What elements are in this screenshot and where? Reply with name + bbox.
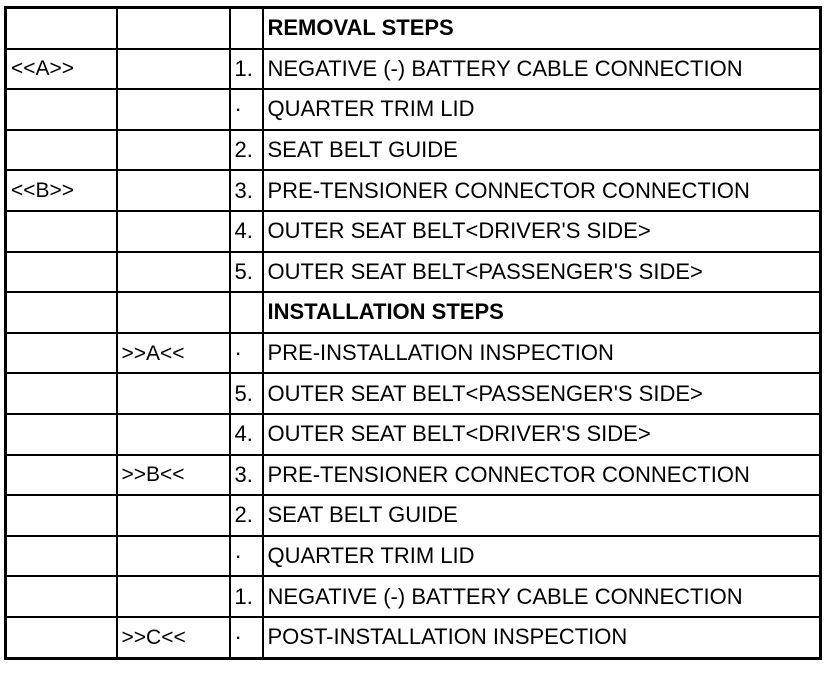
- step-number-cell: 1.: [230, 49, 263, 90]
- removal-ref-cell: [6, 414, 117, 455]
- table-row: [6, 49, 821, 90]
- section-header-row: [6, 292, 821, 333]
- step-number-cell: [230, 292, 263, 333]
- removal-ref-cell: <<A>>: [6, 49, 117, 90]
- step-name-cell: OUTER SEAT BELT<DRIVER'S SIDE>: [263, 414, 821, 455]
- step-number-cell: 5.: [230, 252, 263, 293]
- step-number-cell: 3.: [230, 170, 263, 211]
- installation-ref-cell: >>B<<: [117, 455, 230, 496]
- installation-ref-cell: [117, 576, 230, 617]
- step-name-cell: OUTER SEAT BELT<DRIVER'S SIDE>: [263, 211, 821, 252]
- installation-ref-cell: [117, 495, 230, 536]
- step-number-cell: 2.: [230, 130, 263, 171]
- table-row: [6, 211, 821, 252]
- step-name-cell: OUTER SEAT BELT<PASSENGER'S SIDE>: [263, 373, 821, 414]
- step-number-cell: 1.: [230, 576, 263, 617]
- step-name-cell: NEGATIVE (-) BATTERY CABLE CONNECTION: [263, 576, 821, 617]
- removal-ref-cell: [6, 211, 117, 252]
- installation-ref-cell: [117, 292, 230, 333]
- steps-table-body: [6, 8, 821, 659]
- table-row: [6, 495, 821, 536]
- installation-ref-cell: [117, 373, 230, 414]
- step-name-cell: SEAT BELT GUIDE: [263, 130, 821, 171]
- table-row: [6, 252, 821, 293]
- installation-ref-cell: [117, 170, 230, 211]
- installation-ref-cell: >>A<<: [117, 333, 230, 374]
- table-row: [6, 414, 821, 455]
- table-row: [6, 170, 821, 211]
- table-row: [6, 576, 821, 617]
- step-name-cell: QUARTER TRIM LID: [263, 536, 821, 577]
- table-row: [6, 89, 821, 130]
- step-name-cell: OUTER SEAT BELT<PASSENGER'S SIDE>: [263, 252, 821, 293]
- step-number-cell: ·: [230, 333, 263, 374]
- step-name-cell: PRE-TENSIONER CONNECTOR CONNECTION: [263, 455, 821, 496]
- step-number-cell: [230, 8, 263, 49]
- installation-ref-cell: [117, 414, 230, 455]
- removal-ref-cell: [6, 252, 117, 293]
- table-row: [6, 130, 821, 171]
- step-number-cell: ·: [230, 536, 263, 577]
- removal-ref-cell: [6, 130, 117, 171]
- table-row: [6, 617, 821, 658]
- installation-ref-cell: [117, 89, 230, 130]
- section-title: REMOVAL STEPS: [263, 8, 821, 49]
- table-row: [6, 455, 821, 496]
- removal-ref-cell: [6, 536, 117, 577]
- installation-ref-cell: [117, 130, 230, 171]
- table-row: [6, 373, 821, 414]
- table-row: [6, 333, 821, 374]
- step-name-cell: PRE-INSTALLATION INSPECTION: [263, 333, 821, 374]
- removal-ref-cell: [6, 373, 117, 414]
- step-name-cell: POST-INSTALLATION INSPECTION: [263, 617, 821, 658]
- removal-ref-cell: [6, 495, 117, 536]
- installation-ref-cell: [117, 252, 230, 293]
- step-name-cell: PRE-TENSIONER CONNECTOR CONNECTION: [263, 170, 821, 211]
- removal-ref-cell: [6, 292, 117, 333]
- step-number-cell: 2.: [230, 495, 263, 536]
- installation-ref-cell: [117, 211, 230, 252]
- installation-ref-cell: [117, 8, 230, 49]
- section-title: INSTALLATION STEPS: [263, 292, 821, 333]
- installation-ref-cell: [117, 536, 230, 577]
- section-header-row: [6, 8, 821, 49]
- removal-ref-cell: [6, 455, 117, 496]
- step-name-cell: SEAT BELT GUIDE: [263, 495, 821, 536]
- table-row: [6, 536, 821, 577]
- step-name-cell: QUARTER TRIM LID: [263, 89, 821, 130]
- removal-ref-cell: [6, 333, 117, 374]
- step-number-cell: ·: [230, 89, 263, 130]
- steps-table: [4, 6, 822, 660]
- removal-ref-cell: <<B>>: [6, 170, 117, 211]
- installation-ref-cell: >>C<<: [117, 617, 230, 658]
- installation-ref-cell: [117, 49, 230, 90]
- step-number-cell: 4.: [230, 211, 263, 252]
- step-number-cell: 3.: [230, 455, 263, 496]
- step-name-cell: NEGATIVE (-) BATTERY CABLE CONNECTION: [263, 49, 821, 90]
- removal-ref-cell: [6, 576, 117, 617]
- removal-ref-cell: [6, 89, 117, 130]
- step-number-cell: ·: [230, 617, 263, 658]
- step-number-cell: 5.: [230, 373, 263, 414]
- step-number-cell: 4.: [230, 414, 263, 455]
- removal-ref-cell: [6, 617, 117, 658]
- removal-ref-cell: [6, 8, 117, 49]
